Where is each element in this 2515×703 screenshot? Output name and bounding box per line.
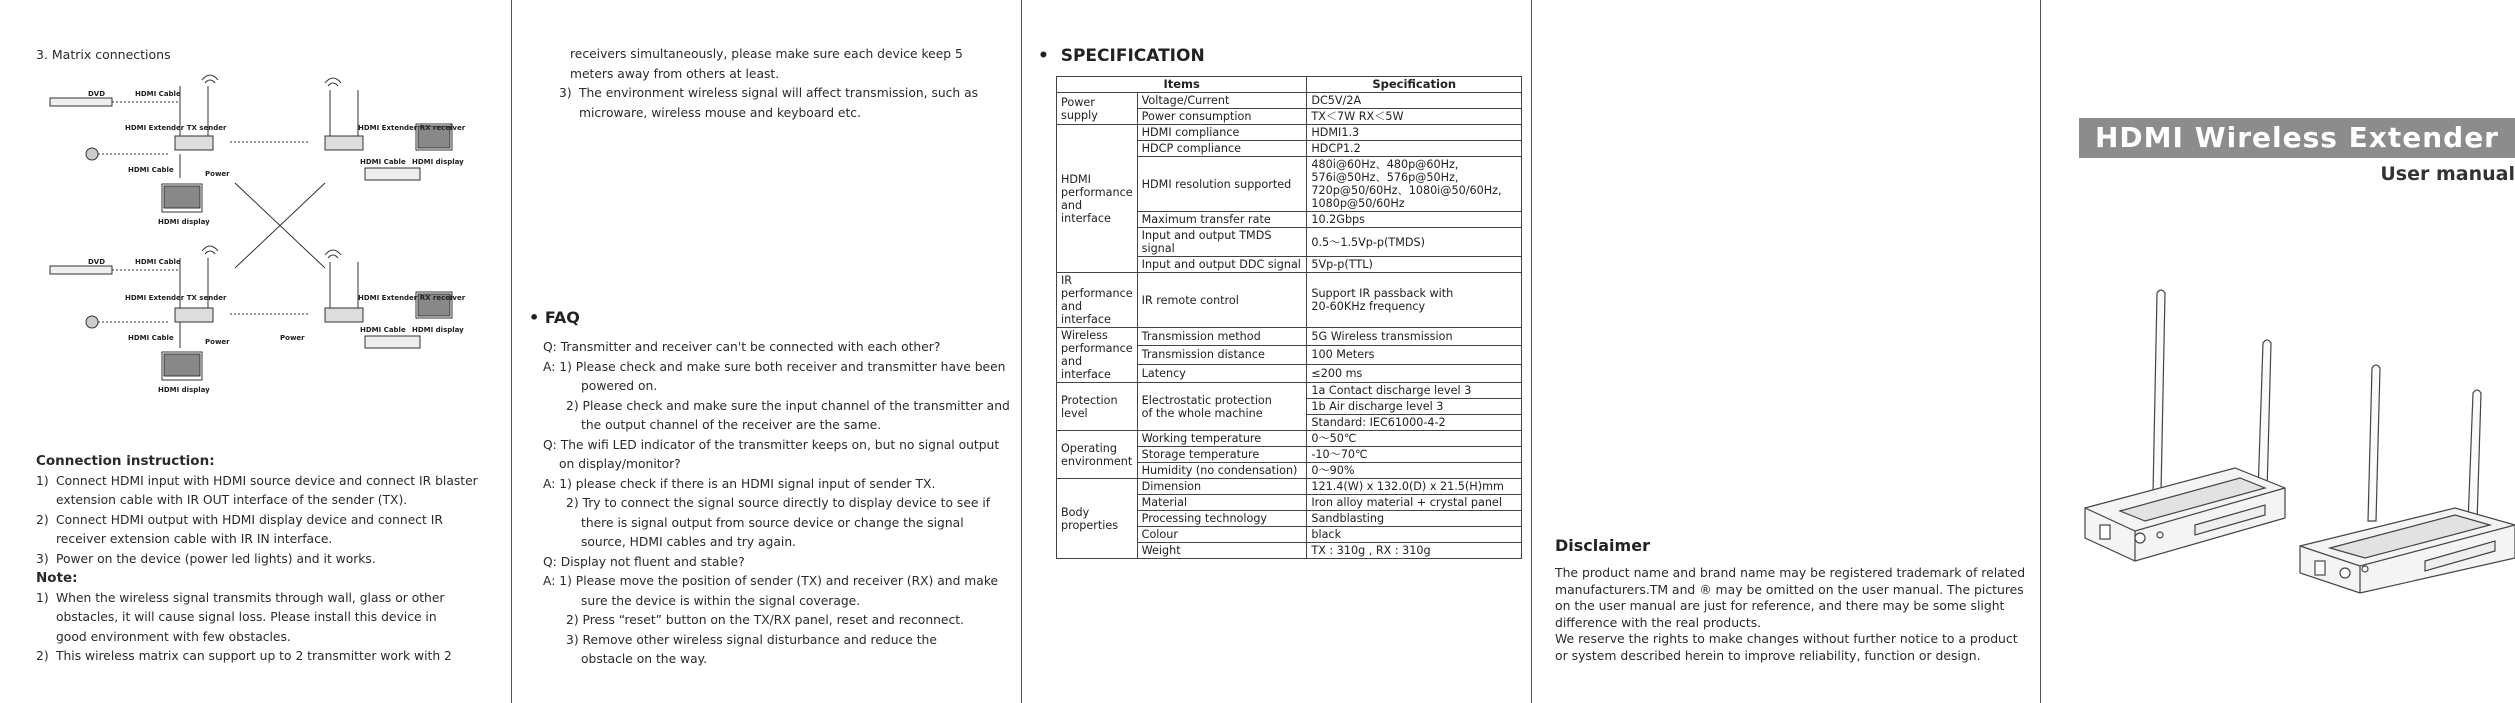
spec-item: Transmission method — [1137, 328, 1307, 346]
faq-line: Q: The wifi LED indicator of the transmitter keeps on, but no signal output — [543, 437, 1000, 452]
spec-item: Electrostatic protection of the whole machine — [1137, 383, 1307, 431]
faq-list — [543, 338, 1021, 670]
connection-item: 1) Connect HDMI input with HDMI source device and connect IR blaster — [36, 473, 478, 488]
antenna — [2368, 365, 2380, 521]
spec-value: 480i@60Hz、480p@60Hz, 576i@50Hz、576p@50Hz, 720p@50/60Hz、1080i@50/60Hz, 1080p@50/60Hz — [1307, 157, 1522, 212]
label-hdmi-display: HDMI display — [158, 218, 210, 226]
note-line: receivers simultaneously, please make sure each device keep 5 — [570, 47, 963, 61]
label-hdmi-cable: HDMI Cable — [128, 166, 174, 174]
spec-item: Voltage/Current — [1137, 93, 1307, 109]
spec-value: 5G Wireless transmission — [1307, 328, 1522, 346]
label-power: Power — [280, 334, 305, 342]
disclaimer-line: We reserve the rights to make changes without further notice to a product — [1555, 631, 2018, 646]
label-hdmi-cable: HDMI Cable — [135, 258, 181, 266]
note-item-cont: obstacles, it will cause signal loss. Please install this device in — [56, 610, 437, 624]
faq-line: 2) Please check and make sure the input channel of the transmitter and — [566, 398, 1010, 413]
spec-item: Colour — [1137, 527, 1307, 543]
faq-line: 2) Try to connect the signal source directly to display device to see if — [566, 496, 991, 510]
bullet-icon: • — [529, 308, 540, 327]
spec-item: HDCP compliance — [1137, 141, 1307, 157]
connection-item: 3) Power on the device (power led lights) and it works. — [36, 551, 376, 566]
spec-value: TX : 310g , RX : 310g — [1307, 543, 1522, 559]
panel-disclaimer — [1531, 0, 2040, 703]
spec-value: TX＜7W RX＜5W — [1307, 109, 1522, 125]
spec-item: Processing technology — [1137, 511, 1307, 527]
spec-value: ≤200 ms — [1307, 364, 1522, 382]
note-item: 2) This wireless matrix can support up to 2 transmitter work with 2 — [36, 649, 452, 663]
spec-item: IR remote control — [1137, 273, 1307, 328]
spec-value: Standard: IEC61000-4-2 — [1307, 415, 1522, 431]
label-hdmi-cable: HDMI Cable — [135, 90, 181, 98]
spec-item: Input and output DDC signal — [1137, 257, 1307, 273]
note-item-cont: microware, wireless mouse and keyboard etc. — [579, 105, 861, 120]
disclaimer-line: on the user manual are just for reference, and there may be some slight — [1555, 598, 2005, 613]
label-dvd: DVD — [88, 90, 106, 98]
faq-line: Q: Transmitter and receiver can't be connected with each other? — [543, 340, 941, 354]
spec-value: 0～50℃ — [1307, 431, 1522, 447]
spec-value: 100 Meters — [1307, 346, 1522, 364]
continued-note — [559, 45, 1019, 123]
matrix-heading: 3. Matrix connections — [36, 47, 171, 62]
spec-row — [1057, 273, 1522, 328]
spec-row — [1057, 431, 1522, 447]
faq-line: the output channel of the receiver are the same. — [581, 418, 882, 432]
label-rx-receiver: HDMI Extender RX receiver — [358, 294, 466, 302]
spec-item: Maximum transfer rate — [1137, 212, 1307, 228]
spec-row — [1057, 125, 1522, 141]
spec-group-name: Operating environment — [1057, 431, 1138, 479]
note-item: 3) The environment wireless signal will affect transmission, such as — [559, 86, 979, 100]
faq-line: 2) Press “reset” button on the TX/RX panel, reset and reconnect. — [566, 613, 964, 627]
faq-line: obstacle on the way. — [581, 652, 708, 666]
spec-value: 0～90% — [1307, 463, 1522, 479]
faq-line: A: 1) Please move the position of sender (TX) and receiver (RX) and make — [543, 574, 999, 588]
disclaimer-line: or system described herein to improve reliability, function or design. — [1555, 647, 1981, 663]
label-hdmi-cable: HDMI Cable — [360, 158, 406, 166]
faq-line: source, HDMI cables and try again. — [581, 535, 797, 549]
spec-item: Weight — [1137, 543, 1307, 559]
spec-value: DC5V/2A — [1307, 93, 1522, 109]
dvd-player — [50, 98, 112, 106]
spec-value: 10.2Gbps — [1307, 212, 1522, 228]
faq-line: A: 1) Please check and make sure both receiver and transmitter have been — [543, 359, 1006, 374]
spec-item: Material — [1137, 495, 1307, 511]
spec-row — [1057, 383, 1522, 399]
faq-line: A: 1) please check if there is an HDMI signal input of sender TX. — [543, 476, 936, 491]
antenna — [2258, 340, 2271, 493]
spec-group-name: Power supply — [1057, 93, 1138, 125]
spec-row — [1057, 479, 1522, 495]
tx-sender — [175, 136, 213, 150]
rx-receiver — [325, 136, 363, 150]
note-line: meters away from others at least. — [570, 66, 780, 81]
spec-item: HDMI resolution supported — [1137, 157, 1307, 212]
spec-value: Iron alloy material + crystal panel — [1307, 495, 1522, 511]
label-hdmi-cable: HDMI Cable — [128, 334, 174, 342]
disclaimer-line: manufacturers.TM and ® may be omitted on the user manual. The pictures — [1555, 581, 2024, 597]
spec-value: 1b Air discharge level 3 — [1307, 399, 1522, 415]
connection-title: Connection instruction: — [36, 453, 215, 469]
label-hdmi-cable: HDMI Cable — [360, 326, 406, 334]
panel-faq — [511, 0, 1021, 703]
faq-heading: • FAQ — [529, 308, 580, 327]
spec-group-name: HDMI performance and interface — [1057, 125, 1138, 273]
label-tx-sender: HDMI Extender TX sender — [125, 124, 227, 132]
faq-line: on display/monitor? — [559, 457, 681, 471]
cover-title: HDMI Wireless Extender — [2079, 118, 2515, 158]
antenna — [2153, 290, 2165, 493]
spec-group-name: Body properties — [1057, 479, 1138, 559]
connection-item-cont: receiver extension cable with IR IN interface. — [56, 532, 333, 546]
spec-value: 1a Contact discharge level 3 — [1307, 383, 1522, 399]
spec-row — [1057, 328, 1522, 346]
label-power: Power — [205, 170, 230, 178]
matrix-connection-diagram — [40, 68, 510, 408]
antenna — [2468, 390, 2481, 523]
connection-item: 2) Connect HDMI output with HDMI display device and connect IR — [36, 512, 443, 527]
spec-value: Support IR passback with 20-60KHz frequency — [1307, 273, 1522, 328]
spec-value: 0.5～1.5Vp-p(TMDS) — [1307, 228, 1522, 257]
faq-line: there is signal output from source device or change the signal — [581, 515, 964, 530]
disclaimer-title: Disclaimer — [1555, 536, 1650, 555]
ir-blaster — [86, 148, 98, 160]
note-item-cont: good environment with few obstacles. — [56, 629, 291, 644]
disclaimer-line: The product name and brand name may be registered trademark of related — [1555, 565, 2026, 580]
label-power: Power — [205, 338, 230, 346]
label-hdmi-display: HDMI display — [158, 386, 210, 394]
spec-item: Humidity (no condensation) — [1137, 463, 1307, 479]
bullet-icon: • — [1038, 46, 1049, 66]
label-hdmi-display: HDMI display — [412, 326, 464, 334]
faq-line: Q: Display not fluent and stable? — [543, 554, 745, 569]
spec-item: Dimension — [1137, 479, 1307, 495]
spec-group-name: IR performance and interface — [1057, 273, 1138, 328]
spec-item: Latency — [1137, 364, 1307, 382]
spec-group-name: Wireless performance and interface — [1057, 328, 1138, 383]
label-dvd: DVD — [88, 258, 106, 266]
spec-row — [1057, 93, 1522, 109]
connection-item-cont: extension cable with IR OUT interface of the sender (TX). — [56, 493, 408, 507]
faq-line: powered on. — [581, 379, 658, 393]
spec-group-name: Protection level — [1057, 383, 1138, 431]
spec-item: Input and output TMDS signal — [1137, 228, 1307, 257]
spec-value: Sandblasting — [1307, 511, 1522, 527]
spec-item: Power consumption — [1137, 109, 1307, 125]
spec-heading: • SPECIFICATION — [1038, 46, 1205, 66]
spec-item: Storage temperature — [1137, 447, 1307, 463]
connection-instructions — [36, 452, 506, 667]
note-item: 1) When the wireless signal transmits through wall, glass or other — [36, 590, 445, 605]
cover-subtitle: User manual — [2380, 163, 2515, 185]
spec-item: Working temperature — [1137, 431, 1307, 447]
spec-value: HDCP1.2 — [1307, 141, 1522, 157]
spec-value: -10～70℃ — [1307, 447, 1522, 463]
spec-value: HDMI1.3 — [1307, 125, 1522, 141]
disclaimer-line: difference with the real products. — [1555, 614, 1762, 630]
spec-value: 121.4(W) x 132.0(D) x 21.5(H)mm — [1307, 479, 1522, 495]
label-tx-sender: HDMI Extender TX sender — [125, 294, 227, 302]
disclaimer-body — [1555, 565, 2037, 664]
panel-specification — [1021, 0, 1531, 703]
spec-header-items: Items — [1057, 77, 1307, 93]
spec-header-specification: Specification — [1307, 77, 1522, 93]
product-illustration — [2045, 263, 2515, 703]
spec-value: 5Vp-p(TTL) — [1307, 257, 1522, 273]
note-title: Note: — [36, 570, 78, 586]
spec-item: HDMI compliance — [1137, 125, 1307, 141]
faq-line: sure the device is within the signal coverage. — [581, 593, 861, 608]
panel-matrix-connections — [0, 0, 511, 703]
spec-value: black — [1307, 527, 1522, 543]
faq-line: 3) Remove other wireless signal disturbance and reduce the — [566, 632, 937, 647]
spec-table — [1056, 76, 1522, 559]
spec-item: Transmission distance — [1137, 346, 1307, 364]
label-rx-receiver: HDMI Extender RX receiver — [358, 124, 466, 132]
label-hdmi-display: HDMI display — [412, 158, 464, 166]
